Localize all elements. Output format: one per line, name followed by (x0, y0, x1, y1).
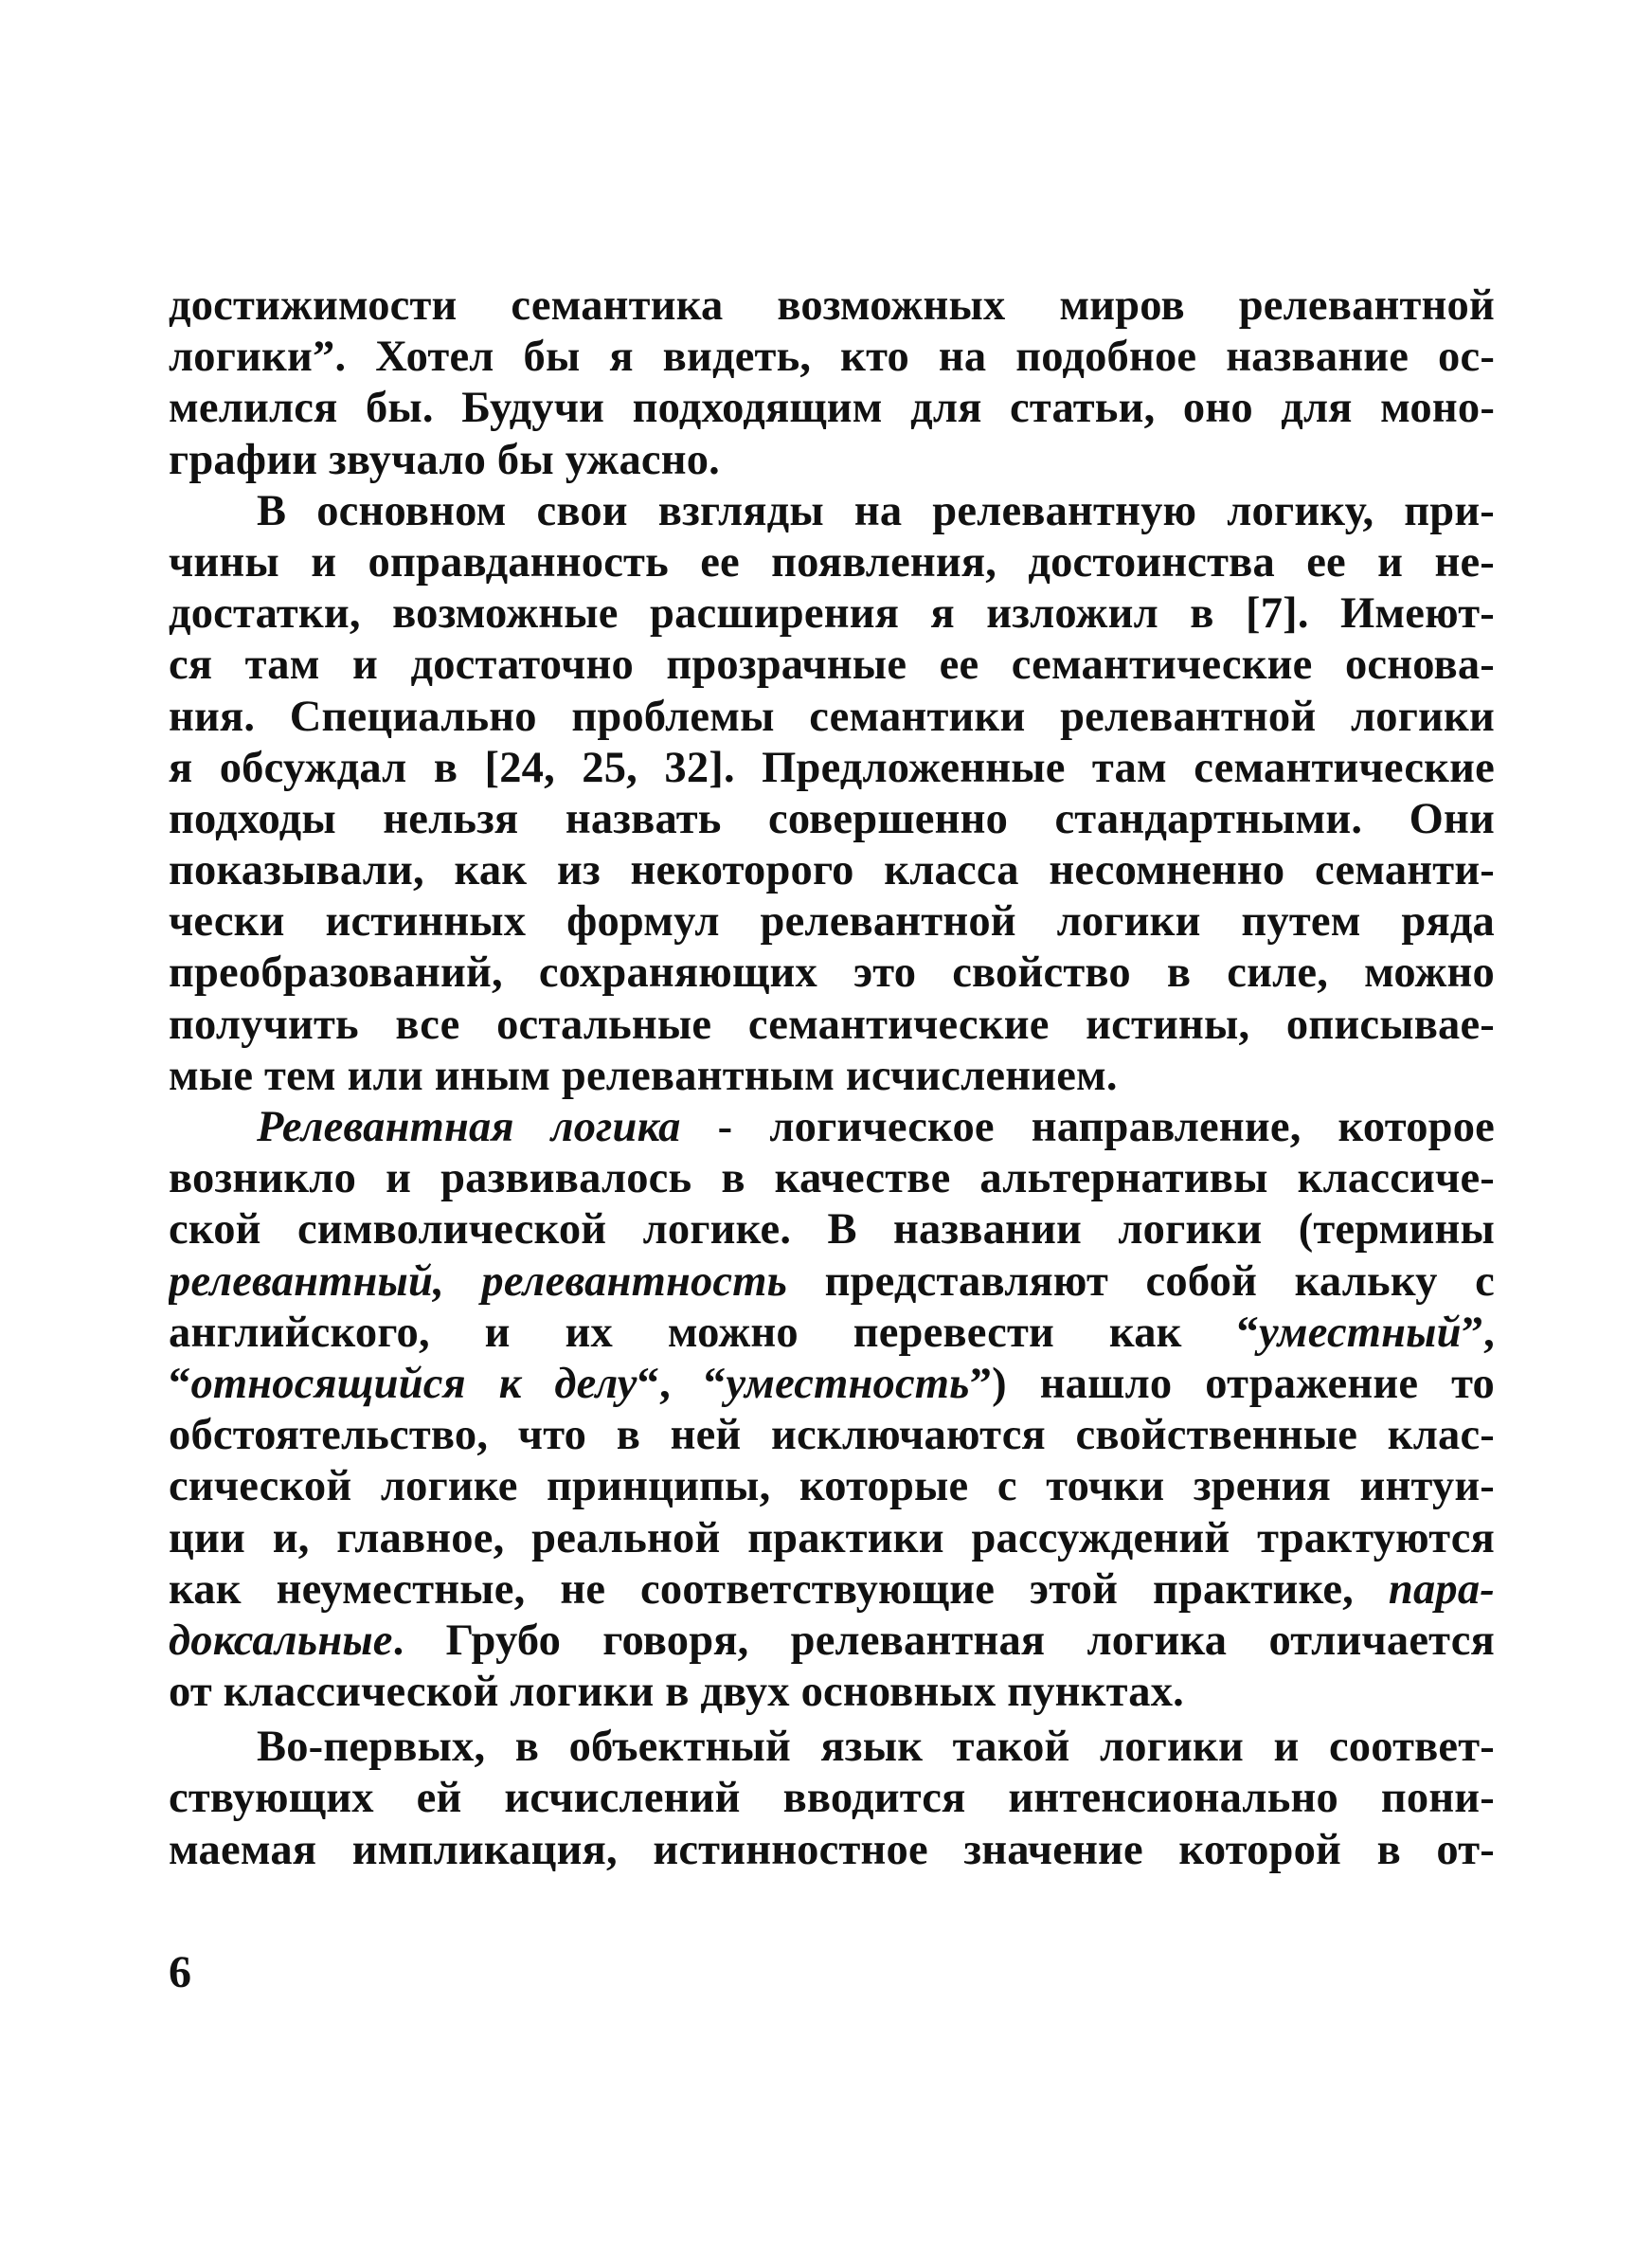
term-italic: Релевантная логика (257, 1103, 681, 1151)
text-segment: “ (169, 1359, 191, 1408)
text-line: ся там и достаточно прозрачные ее семантические основа- (169, 641, 1495, 690)
text-line: чины и оправданность ее появления, достоинства ее и не- (169, 537, 1495, 587)
text-line: сической логике принципы, которые с точки зрения интуи- (169, 1462, 1495, 1511)
text-line: достижимости семантика возможных миров релевантной (169, 281, 1495, 330)
text-segment: “, “ (637, 1359, 727, 1408)
text-line: обстоятельство, что в ней исключаются свойственные клас- (169, 1411, 1495, 1460)
text-segment: . Грубо говоря, релевантная логика отличается (392, 1616, 1495, 1665)
text-line: я обсуждал в [24, 25, 32]. Предложенные там семантические (169, 743, 1495, 792)
text-line (169, 1256, 1495, 1308)
text-line: ния. Специально проблемы семантики релевантной логики (169, 692, 1495, 741)
text-line: от классической логики в двух основных пунктах. (169, 1668, 1184, 1717)
text-line: логики”. Хотел бы я видеть, кто на подобное название ос- (169, 333, 1495, 382)
term-italic: доксальные (169, 1616, 393, 1665)
text-line: мелился бы. Будучи подходящим для статьи, оно для моно- (169, 384, 1495, 433)
text-line: получить все остальные семантические истины, описывае- (169, 1000, 1495, 1049)
page-number: 6 (169, 1947, 191, 1997)
text-segment: ”) нашло отражение то (969, 1359, 1495, 1408)
text-line: показывали, как из некоторого класса несомненно семанти- (169, 846, 1495, 895)
text-segment: английского, и их можно перевести как “ (169, 1308, 1259, 1357)
text-segment: представляют собой кальку с (787, 1256, 1495, 1306)
text-line: В основном свои взгляды на релевантную логику, при- (257, 486, 1495, 535)
text-line: ствующих ей исчислений вводится интенсионально пони- (169, 1774, 1495, 1823)
text-line: чески истинных формул релевантной логики путем ряда (169, 897, 1495, 947)
text-line: ской символической логике. В названии логики (термины (169, 1205, 1495, 1255)
term-italic: уместный (1259, 1308, 1462, 1357)
text-line (169, 1308, 1495, 1359)
text-line (169, 1102, 1495, 1153)
text-line: графии звучало бы ужасно. (169, 435, 721, 484)
text-line: ции и, главное, реальной практики рассуждений трактуются (169, 1513, 1495, 1562)
text-line (169, 1564, 1495, 1616)
text-line: маемая импликация, истинностное значение которой в от- (169, 1825, 1495, 1874)
body-text (169, 280, 1495, 1876)
text-line (169, 1616, 1495, 1667)
text-line: возникло и развивалось в качестве альтернативы классиче- (169, 1154, 1495, 1203)
text-line (169, 1359, 1495, 1410)
term-italic: уместность (726, 1359, 970, 1408)
text-segment: ”, (1461, 1308, 1495, 1357)
text-line: подходы нельзя назвать совершенно стандартными. Они (169, 794, 1495, 843)
text-line: достатки, возможные расширения я изложил в [7]. Имеют- (169, 589, 1495, 639)
text-line: Во-первых, в объектный язык такой логики и соответ- (257, 1723, 1495, 1772)
text-segment: как неуместные, не соответствующие этой практике, (169, 1564, 1389, 1614)
text-segment: - логическое направление, которое (680, 1103, 1495, 1151)
term-italic: относящийся к делу (190, 1359, 637, 1408)
term-italic: пара- (1388, 1564, 1495, 1614)
text-line: мые тем или иным релевантным исчислением. (169, 1051, 1118, 1100)
term-italic: релевантный, релевантность (169, 1256, 788, 1306)
text-line: преобразований, сохраняющих это свойство в силе, можно (169, 948, 1495, 998)
